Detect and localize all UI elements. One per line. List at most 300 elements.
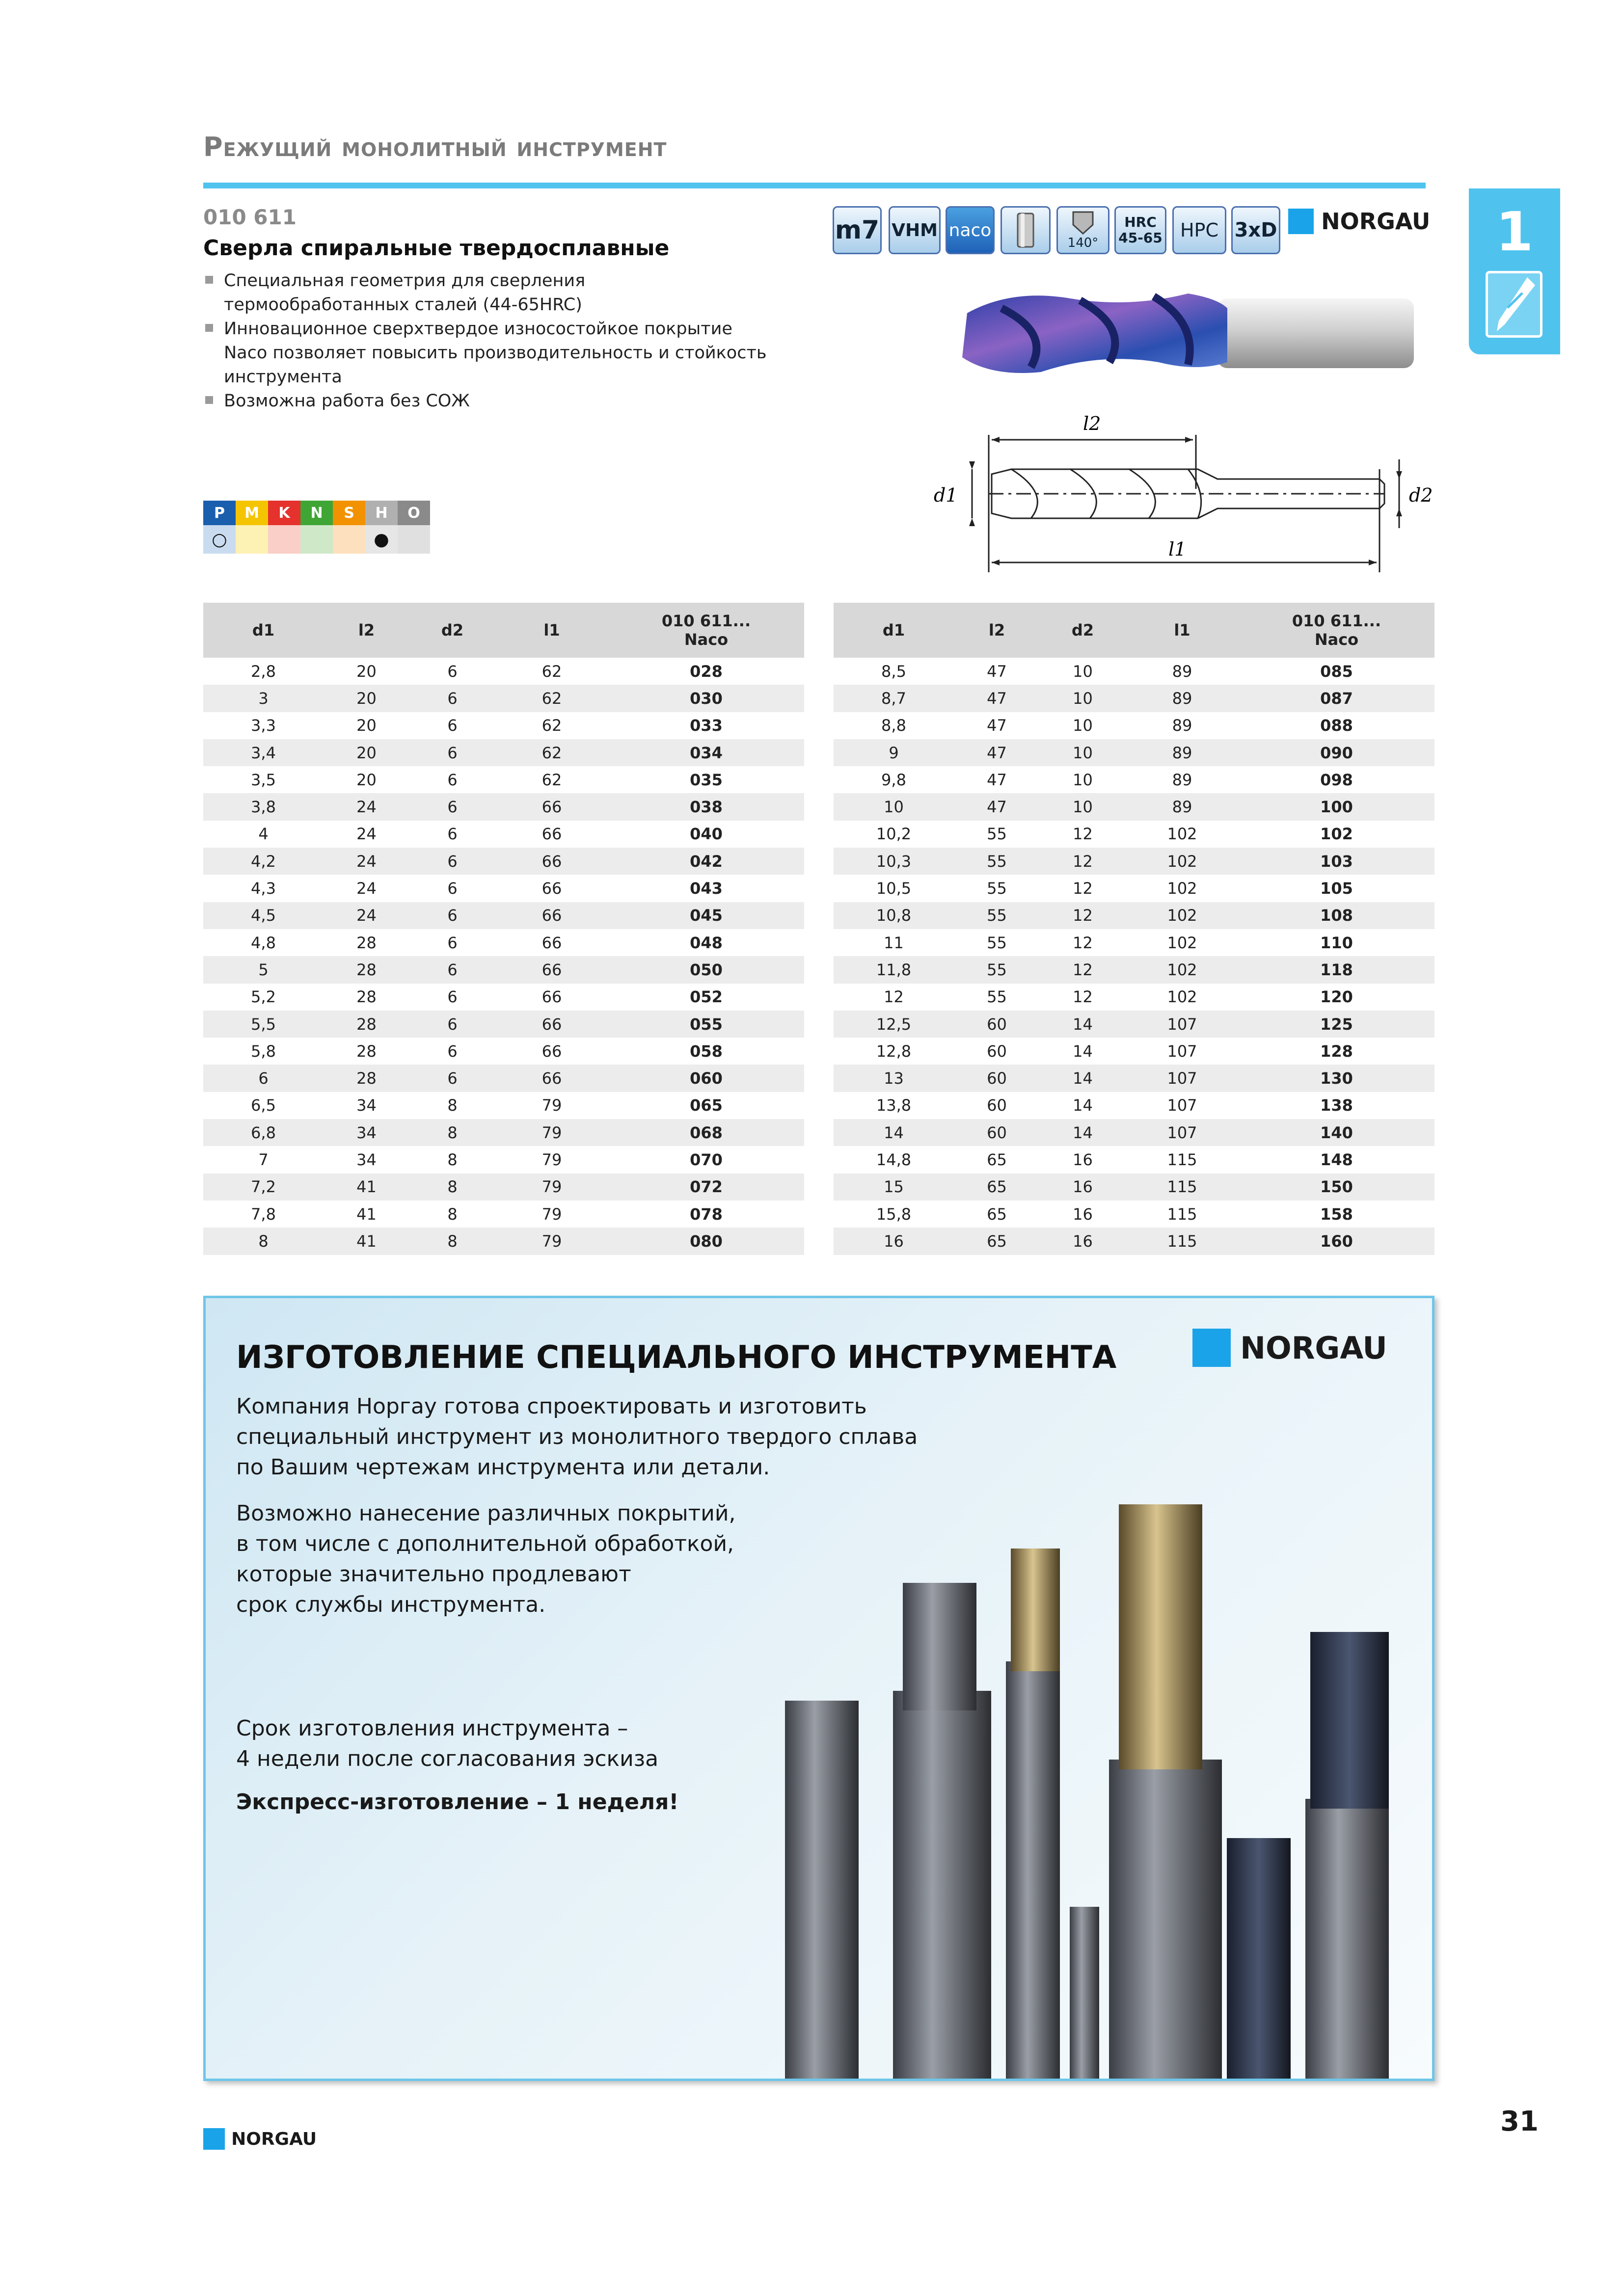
article-cell: 090: [1239, 739, 1434, 766]
article-cell: 065: [690, 1096, 723, 1115]
table-row: [203, 1065, 804, 1092]
article-cell: 140: [1239, 1119, 1434, 1146]
hardness-badge: HRC 45-65: [1114, 206, 1166, 254]
material-n: N: [300, 501, 333, 525]
table-cell: 9,8: [881, 770, 906, 789]
table-cell: 6: [447, 662, 458, 681]
table-cell: 41: [324, 1174, 409, 1201]
cylinder-shank-icon: [1011, 211, 1040, 250]
table-cell: 79: [541, 1150, 562, 1169]
table-cell: 6: [447, 988, 458, 1007]
table-cell: 102: [1167, 825, 1197, 844]
table-cell: 8: [203, 1228, 324, 1255]
table-cell: 6: [447, 879, 458, 898]
mark-p: ○: [203, 525, 236, 554]
table-cell: 16: [1040, 1174, 1126, 1201]
table-cell: 4,5: [203, 902, 324, 929]
table-cell: 10: [834, 793, 954, 820]
col-article: 010 611... Naco: [1239, 603, 1434, 658]
table-cell: 107: [1167, 1096, 1197, 1115]
material-s: S: [333, 501, 365, 525]
table-cell: 79: [495, 1119, 608, 1146]
table-cell: 13: [834, 1065, 954, 1092]
table-row: [203, 1201, 804, 1228]
table-row: [834, 712, 1434, 739]
drill-dimension-drawing: [923, 410, 1443, 577]
article-cell: 103: [1239, 848, 1434, 875]
table-cell: 47: [954, 739, 1040, 766]
article-cell: 030: [608, 685, 804, 712]
table-cell: 66: [495, 848, 608, 875]
article-cell: 125: [1239, 1011, 1434, 1038]
table-cell: 12,8: [876, 1041, 912, 1061]
table-cell: 55: [954, 902, 1040, 929]
table-cell: 8: [409, 1174, 495, 1201]
table-cell: 55: [987, 825, 1007, 844]
drill-photo: [952, 279, 1424, 385]
table-cell: 6: [447, 716, 458, 735]
table-row: [834, 685, 1434, 712]
table-cell: 89: [1172, 770, 1192, 789]
table-cell: 6: [447, 933, 458, 952]
table-cell: 6: [409, 848, 495, 875]
article-cell: 087: [1239, 685, 1434, 712]
table-cell: 102: [1167, 879, 1197, 898]
table-cell: 14: [1073, 1096, 1093, 1115]
table-row: [834, 1201, 1434, 1228]
col-l1: l1: [495, 603, 608, 658]
article-cell: 072: [608, 1174, 804, 1201]
table-cell: 89: [1126, 685, 1239, 712]
table-cell: 28: [324, 1065, 409, 1092]
table-cell: 24: [356, 825, 377, 844]
table-row: [203, 1011, 804, 1038]
table-row: [203, 1228, 804, 1255]
table-cell: 66: [495, 902, 608, 929]
table-cell: 12: [1040, 902, 1126, 929]
material-badge: VHM: [889, 206, 941, 254]
mark-o: [398, 525, 430, 554]
table-cell: 107: [1126, 1011, 1239, 1038]
table-cell: 47: [954, 793, 1040, 820]
table-row: [834, 821, 1434, 848]
table-cell: 47: [987, 770, 1007, 789]
table-cell: 55: [987, 988, 1007, 1007]
table-cell: 28: [356, 933, 377, 952]
table-cell: 41: [356, 1204, 377, 1224]
table-cell: 60: [954, 1065, 1040, 1092]
tolerance-badge: m7: [833, 206, 882, 254]
article-cell: 055: [608, 1011, 804, 1038]
size-table-right: [834, 603, 1434, 1255]
table-cell: 14: [1073, 1041, 1093, 1061]
article-cell: 128: [1320, 1041, 1353, 1061]
table-cell: 16: [1040, 1228, 1126, 1255]
material-h: H: [365, 501, 398, 525]
table-cell: 60: [954, 1011, 1040, 1038]
table-cell: 5: [203, 956, 324, 983]
table-cell: 10: [1040, 685, 1126, 712]
table-cell: 8: [409, 1119, 495, 1146]
table-cell: 65: [987, 1150, 1007, 1169]
table-cell: 10,5: [876, 879, 912, 898]
table-row: [834, 739, 1434, 766]
table-cell: 20: [324, 739, 409, 766]
table-cell: 12: [884, 988, 904, 1007]
coating-badge: naco: [946, 206, 995, 254]
col-article: 010 611... Naco: [608, 603, 804, 658]
table-row: [834, 875, 1434, 902]
table-cell: 11: [884, 933, 904, 952]
col-l1: l1: [1126, 603, 1239, 658]
promo-express: Экспресс-изготовление – 1 неделя!: [236, 1789, 679, 1815]
table-cell: 24: [324, 793, 409, 820]
article-cell: 130: [1239, 1065, 1434, 1092]
article-cell: 052: [690, 988, 723, 1007]
table-cell: 16: [1073, 1204, 1093, 1224]
material-k: K: [268, 501, 300, 525]
table-cell: 60: [987, 1041, 1007, 1061]
table-row: [834, 1174, 1434, 1201]
table-cell: 62: [495, 739, 608, 766]
table-cell: 10: [1073, 662, 1093, 681]
table-cell: 6: [447, 1041, 458, 1061]
col-d1: d1: [834, 603, 954, 658]
article-cell: 100: [1239, 793, 1434, 820]
article-cell: 050: [608, 956, 804, 983]
table-cell: 41: [324, 1228, 409, 1255]
feature-item: Специальная геометрия для сверления термообработанных сталей (44-65HRC): [203, 269, 773, 317]
article-cell: 118: [1239, 956, 1434, 983]
table-row: [203, 1119, 804, 1146]
table-cell: 62: [541, 662, 562, 681]
drill-chapter-icon: [1486, 271, 1542, 338]
table-cell: 102: [1167, 933, 1197, 952]
article-cell: 040: [690, 825, 723, 844]
table-cell: 20: [324, 685, 409, 712]
col-d2: d2: [409, 603, 495, 658]
table-cell: 9: [834, 739, 954, 766]
table-cell: 28: [324, 956, 409, 983]
article-cell: 148: [1320, 1150, 1353, 1169]
article-cell: 138: [1320, 1096, 1353, 1115]
col-d2: d2: [1040, 603, 1126, 658]
table-row: [834, 1092, 1434, 1119]
table-cell: 3,8: [203, 793, 324, 820]
table-cell: 13,8: [876, 1096, 912, 1115]
table-row: [203, 739, 804, 766]
table-cell: 66: [541, 879, 562, 898]
table-cell: 4,8: [251, 933, 276, 952]
table-row: [203, 821, 804, 848]
table-cell: 55: [987, 933, 1007, 952]
brand-square: [203, 2128, 225, 2150]
table-row: [203, 875, 804, 902]
table-cell: 6,5: [251, 1096, 276, 1115]
table-row: [203, 766, 804, 793]
mark-s: [333, 525, 365, 554]
table-cell: 14: [1040, 1065, 1126, 1092]
table-row: [203, 1146, 804, 1173]
drill-point-icon: [1068, 210, 1098, 236]
size-table-left: [203, 603, 804, 1255]
table-cell: 66: [495, 1011, 608, 1038]
product-title: Сверла спиральные твердосплавные: [203, 236, 670, 261]
table-cell: 3,4: [203, 739, 324, 766]
table-row: [203, 956, 804, 983]
table-cell: 24: [324, 902, 409, 929]
table-row: [203, 793, 804, 820]
table-cell: 28: [356, 988, 377, 1007]
table-row: [203, 1092, 804, 1119]
article-cell: 105: [1320, 879, 1353, 898]
table-cell: 10: [1040, 793, 1126, 820]
special-tools-promo: [203, 1296, 1434, 2081]
table-cell: 24: [324, 848, 409, 875]
table-cell: 47: [987, 716, 1007, 735]
page-number: 31: [1500, 2106, 1539, 2137]
table-cell: 5,2: [251, 988, 276, 1007]
table-cell: 4: [258, 825, 269, 844]
table-cell: 7: [258, 1150, 269, 1169]
feature-item: Возможна работа без СОЖ: [203, 389, 773, 413]
article-cell: 033: [690, 716, 723, 735]
section-divider: [203, 183, 1426, 188]
table-cell: 6: [409, 902, 495, 929]
brand-square: [1288, 209, 1314, 234]
table-cell: 107: [1126, 1065, 1239, 1092]
table-cell: 102: [1126, 848, 1239, 875]
table-cell: 65: [987, 1204, 1007, 1224]
article-cell: 088: [1320, 716, 1353, 735]
table-cell: 62: [495, 685, 608, 712]
brand-square: [1192, 1329, 1231, 1367]
table-cell: 65: [954, 1174, 1040, 1201]
table-cell: 115: [1167, 1204, 1197, 1224]
d1-label: d1: [934, 484, 958, 506]
table-row: [834, 902, 1434, 929]
table-cell: 55: [954, 956, 1040, 983]
article-cell: 085: [1320, 662, 1353, 681]
table-cell: 6: [409, 956, 495, 983]
article-cell: 108: [1239, 902, 1434, 929]
table-cell: 8: [447, 1150, 458, 1169]
depth-badge: 3xD: [1231, 206, 1280, 254]
material-p: P: [203, 501, 236, 525]
table-row: [203, 902, 804, 929]
table-cell: 66: [495, 956, 608, 983]
table-row: [203, 984, 804, 1011]
table-cell: 3,3: [251, 716, 276, 735]
table-cell: 4,2: [203, 848, 324, 875]
material-m: M: [236, 501, 268, 525]
article-cell: 042: [608, 848, 804, 875]
feature-item: Инновационное сверхтвердое износостойкое покрытие Naco позволяет повысить производительность и стойкость инструмента: [203, 317, 773, 389]
table-cell: 55: [987, 879, 1007, 898]
chapter-tab: [1469, 188, 1560, 354]
table-cell: 34: [324, 1119, 409, 1146]
l2-label: l2: [1083, 413, 1101, 434]
table-cell: 2,8: [251, 662, 276, 681]
table-cell: 10: [1073, 716, 1093, 735]
table-cell: 8,7: [834, 685, 954, 712]
table-row: [834, 658, 1434, 685]
table-cell: 115: [1126, 1228, 1239, 1255]
table-cell: 6: [203, 1065, 324, 1092]
table-row: [834, 1146, 1434, 1173]
table-cell: 8: [409, 1228, 495, 1255]
table-cell: 6: [447, 770, 458, 789]
table-cell: 3: [203, 685, 324, 712]
col-l2: l2: [324, 603, 409, 658]
table-cell: 12: [1073, 933, 1093, 952]
table-cell: 89: [1172, 716, 1192, 735]
article-cell: 068: [608, 1119, 804, 1146]
table-cell: 24: [356, 879, 377, 898]
article-cell: 078: [690, 1204, 723, 1224]
table-row: [834, 848, 1434, 875]
table-cell: 20: [356, 662, 377, 681]
article-cell: 045: [608, 902, 804, 929]
article-cell: 150: [1239, 1174, 1434, 1201]
table-cell: 89: [1172, 662, 1192, 681]
table-cell: 4,3: [251, 879, 276, 898]
promo-paragraph-1: Компания Норгау готова спроектировать и изготовить специальный инструмент из монолитного твердого сплава по Вашим чертежам инструмента или детали.: [236, 1394, 918, 1480]
table-row: [203, 685, 804, 712]
table-cell: 47: [954, 685, 1040, 712]
table-cell: 12: [1073, 825, 1093, 844]
table-cell: 15,8: [876, 1204, 912, 1224]
table-cell: 60: [987, 1096, 1007, 1115]
table-cell: 66: [541, 825, 562, 844]
table-cell: 14: [1040, 1119, 1126, 1146]
hpc-badge: HPC: [1172, 206, 1226, 254]
table-cell: 5,5: [203, 1011, 324, 1038]
material-suitability-grid: [203, 501, 430, 554]
table-row: [203, 848, 804, 875]
table-cell: 66: [541, 1041, 562, 1061]
table-row: [834, 793, 1434, 820]
table-cell: 12: [1040, 956, 1126, 983]
table-cell: 66: [541, 933, 562, 952]
table-cell: 79: [495, 1228, 608, 1255]
table-cell: 8,5: [881, 662, 906, 681]
article-cell: 158: [1320, 1204, 1353, 1224]
table-cell: 102: [1167, 988, 1197, 1007]
promo-paragraph-3: Срок изготовления инструмента – 4 недели после согласования эскиза: [236, 1716, 659, 1771]
table-row: [203, 1038, 804, 1065]
table-row: [834, 1228, 1434, 1255]
carbide-tools-photo: [775, 1485, 1433, 2081]
table-cell: 89: [1126, 739, 1239, 766]
table-row: [834, 1119, 1434, 1146]
table-cell: 14: [1040, 1011, 1126, 1038]
table-cell: 62: [541, 716, 562, 735]
promo-brand-logo: NORGAU: [1192, 1329, 1387, 1367]
table-cell: 12: [1073, 879, 1093, 898]
article-cell: 043: [690, 879, 723, 898]
table-cell: 34: [356, 1150, 377, 1169]
mark-n: [300, 525, 333, 554]
table-row: [834, 984, 1434, 1011]
article-code: 010 611: [203, 205, 297, 229]
table-row: [203, 712, 804, 739]
table-cell: 66: [495, 793, 608, 820]
table-cell: 16: [834, 1228, 954, 1255]
table-cell: 20: [356, 716, 377, 735]
article-cell: 048: [690, 933, 723, 952]
table-cell: 12: [1040, 848, 1126, 875]
table-cell: 66: [541, 988, 562, 1007]
footer-brand-logo: NORGAU: [203, 2128, 317, 2150]
article-cell: 110: [1320, 933, 1353, 952]
article-cell: 058: [690, 1041, 723, 1061]
table-cell: 8,8: [881, 716, 906, 735]
article-cell: 028: [690, 662, 723, 681]
table-cell: 6: [409, 1065, 495, 1092]
table-cell: 66: [495, 1065, 608, 1092]
table-row: [834, 766, 1434, 793]
table-cell: 10,8: [834, 902, 954, 929]
material-o: O: [398, 501, 430, 525]
article-cell: 038: [608, 793, 804, 820]
table-cell: 79: [541, 1096, 562, 1115]
mark-h: ●: [365, 525, 398, 554]
table-cell: 107: [1126, 1119, 1239, 1146]
table-row: [203, 1174, 804, 1201]
table-cell: 55: [954, 848, 1040, 875]
table-cell: 8: [447, 1096, 458, 1115]
table-cell: 10: [1040, 739, 1126, 766]
article-cell: 035: [690, 770, 723, 789]
l1-label: l1: [1168, 538, 1187, 560]
table-cell: 79: [495, 1174, 608, 1201]
table-cell: 3,5: [251, 770, 276, 789]
table-row: [834, 929, 1434, 956]
table-row: [834, 1011, 1434, 1038]
promo-paragraph-2: Возможно нанесение различных покрытий, в том числе с дополнительной обработкой, которые значительно продлевают срок службы инструмента.: [236, 1501, 736, 1617]
table-cell: 15: [834, 1174, 954, 1201]
table-cell: 5,8: [251, 1041, 276, 1061]
section-title: Режущий монолитный инструмент: [203, 132, 667, 162]
table-cell: 6,8: [203, 1119, 324, 1146]
article-cell: 080: [608, 1228, 804, 1255]
table-cell: 62: [541, 770, 562, 789]
brand-logo: NORGAU: [1288, 208, 1430, 235]
table-cell: 47: [987, 662, 1007, 681]
table-row: [834, 956, 1434, 983]
table-row: [834, 1038, 1434, 1065]
article-cell: 034: [608, 739, 804, 766]
table-cell: 11,8: [834, 956, 954, 983]
table-cell: 10,3: [834, 848, 954, 875]
table-cell: 28: [324, 1011, 409, 1038]
table-cell: 14: [834, 1119, 954, 1146]
article-cell: 120: [1320, 988, 1353, 1007]
table-cell: 107: [1167, 1041, 1197, 1061]
table-cell: 34: [356, 1096, 377, 1115]
table-cell: 6: [409, 739, 495, 766]
table-cell: 7,8: [251, 1204, 276, 1224]
table-cell: 115: [1167, 1150, 1197, 1169]
shank-badge: [1001, 206, 1051, 254]
article-cell: 102: [1320, 825, 1353, 844]
table-cell: 79: [541, 1204, 562, 1224]
table-cell: 8: [447, 1204, 458, 1224]
col-d1: d1: [203, 603, 324, 658]
table-cell: 6: [409, 1011, 495, 1038]
table-cell: 102: [1126, 956, 1239, 983]
